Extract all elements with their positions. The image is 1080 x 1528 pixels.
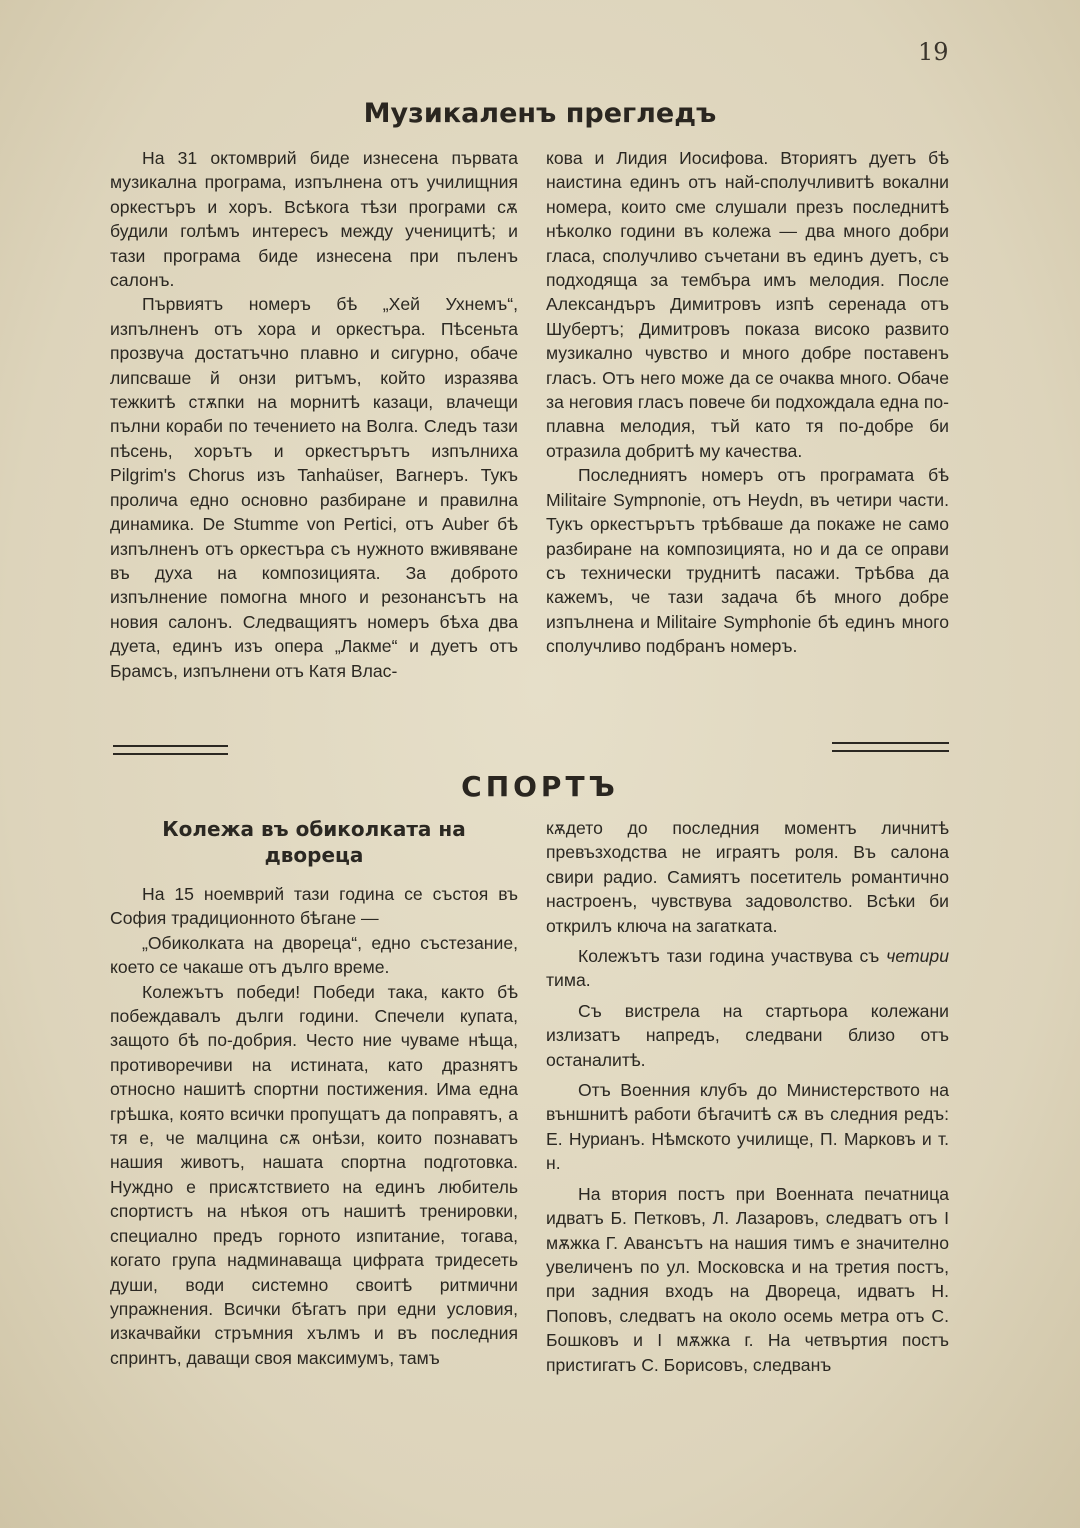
paragraph: „Обиколката на двореца“, едно състезание, което се чакаше отъ дълго време.	[110, 932, 518, 978]
paragraph: На 15 ноемврий тази година се състоя въ София традиционното бѣгане —	[110, 884, 518, 929]
paragraph: Съ вистрела на стартьора колежани излизатъ напредъ, следвани близо отъ останалитѣ.	[546, 1000, 949, 1070]
paragraph: Колежътъ победи! Победи така, както бѣ побеждавалъ дълги години. Спечели купата, защото бѣ по-добрия. Често ние чуваме нѣща, противоречиви на истината, като дразнятъ относно нашитѣ спортни постижения. Има една грѣшка, която всички пропущатъ да поправятъ, а тя е, че малцина сѫ онѣзи, които познаватъ нашия животъ, нашата спортна подготовка. Нуждно е присѫтствието на единъ любитель спортистъ на нѣкоя отъ нашитѣ тренировки, специално предъ горното изпитание, тогава, когато група надминаваща цифрата тридесеть души, води системно своитѣ ритмични упражнения. Всички бѣгатъ при едни условия, изкачвайки стръмния хълмъ и въ последния спринтъ, даващи своя максимумъ, тамъ	[110, 981, 518, 1368]
section-divider-left	[113, 745, 228, 755]
paragraph	[546, 944, 949, 993]
sport-section-title: СПОРТЪ	[461, 770, 619, 803]
article-title: Колежа въ обиколката на двореца	[162, 817, 466, 867]
music-left-column	[110, 146, 518, 683]
paragraph: Отъ Военния клубъ до Министерството на външнитѣ работи бѣгачитѣ сѫ въ следния редъ: Е. Нурианъ. Нѣмското училище, П. Марковъ и т. н.	[546, 1080, 949, 1174]
paragraph: кова и Лидия Иосифова. Вториятъ дуетъ бѣ наистина единъ отъ най-сполучливитѣ вокални номера, които сме слушали презъ последнитѣ нѣколко години въ колежа — два много добри гласа, сполучливо съчетани въ единъ дуетъ, съ подходяща за тембъра имъ мелодия. После Александъръ Димитровъ изпѣ серенада отъ Шубертъ; Димитровъ показа високо развито музикално чувство и много добре поставенъ гласъ. Отъ него може да се очаква много. Обаче за неговия гласъ повече би подхождала една по-плавна мелодия, тъй като тя по-добре би отразила добритѣ му качества.	[546, 148, 949, 461]
sport-left-column	[110, 882, 518, 1370]
emphasis-text: четири	[886, 946, 949, 967]
music-right-column	[546, 146, 949, 659]
music-review-title: Музикаленъ прегледъ	[363, 98, 717, 129]
paragraph: кѫдето до последния моментъ личнитѣ превъзходства не играятъ роля. Въ салона свири радио. Самиятъ посетитель романтично настроенъ, чувствува задоволство. Всѣки би открилъ ключа на загатката.	[546, 818, 949, 936]
paragraph: На втория постъ при Военната печатница идватъ Б. Петковъ, Л. Лазаровъ, следватъ отъ I мѫжка Г. Авансътъ на нашия тимъ е значително увеличенъ по ул. Московска и на третия постъ, при задния входъ на Двореца, идватъ Н. Поповъ, следватъ на около осемь метра отъ С. Бошковъ и I мѫжка г. На четвъртия постъ пристигатъ С. Борисовъ, следванъ	[546, 1183, 949, 1375]
section-divider-right	[832, 742, 949, 752]
paragraph: На 31 октомврий биде изнесена първата музикална програма, изпълнена отъ училищния оркестъръ и хоръ. Всѣкога тѣзи програми сѫ будили голѣмъ интересъ между ученицитѣ; и тази програма биде изнесена при пъленъ салонъ.	[110, 148, 518, 291]
paragraph: Последниятъ номеръ отъ програмата бѣ Militaire Sympnonie, отъ Heydn, въ четири части. Тукъ оркестърътъ трѣбваше да покаже не само разбиране на композицията, но и да се оправи съ технически труднитѣ пасажи. Трѣбва да кажемъ, че тази задача бѣ много добре изпълнена и Militaire Symphonie бѣ единъ много сполучливо подбранъ номеръ.	[546, 465, 949, 657]
text-run: Колежътъ тази година участвува съ	[578, 946, 880, 967]
page-number: 19	[918, 38, 949, 66]
sport-right-column	[546, 816, 949, 1377]
text-run: тима.	[546, 970, 591, 991]
paragraph: Първиятъ номеръ бѣ „Хей Ухнемъ“, изпълненъ отъ хора и оркестъра. Пѣсеньта прозвуча достатъчно плавно и сигурно, обаче липсваше й онзи ритъмъ, който изразява тежкитѣ стѫпки на морнитѣ казаци, влачещи пълни кораби по течението на Волга. Следъ тази пѣсень, хорътъ и оркестърътъ изпълниха Pilgrim's Chorus изъ Tanhaüser, Вагнеръ. Тукъ пролича едно основно разбиране и правилна динамика. De Stumme von Pertici, отъ Auber бѣ изпълненъ отъ оркестъра съ нужното вживяване въ духа на композицията. За доброто изпълнение помогна много и резонансътъ на новия салонъ. Следващиятъ номеръ бѣха два дуета, единъ изъ опера „Лакме“ и дуетъ отъ Брамсъ, изпълнени отъ Катя Влас-	[110, 294, 518, 681]
